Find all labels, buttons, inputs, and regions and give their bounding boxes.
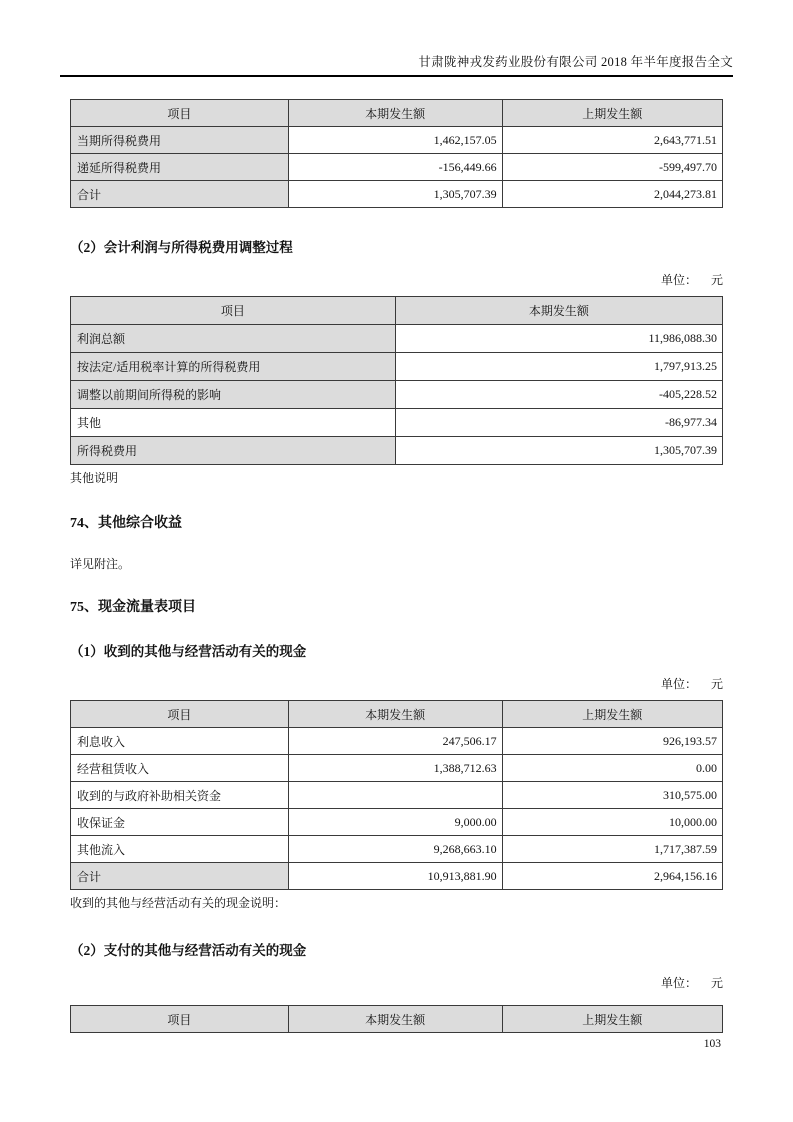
unit-label (70, 675, 723, 692)
cash-received-note: 收到的其他与经营活动有关的现金说明： (70, 896, 287, 910)
value-cell: -156,449.66 (288, 154, 502, 181)
table-row (71, 755, 723, 782)
row-label-cell: 按法定/适用税率计算的所得税费用 (71, 353, 396, 381)
column-header: 本期发生额 (288, 701, 502, 728)
row-label-cell: 合计 (71, 181, 289, 208)
report-title: 甘肃陇神戎发药业股份有限公司 2018 年半年度报告全文 (418, 55, 733, 69)
section-75-heading: 75、现金流量表项目 (70, 600, 196, 615)
value-cell: 1,388,712.63 (288, 755, 502, 782)
table-row (71, 325, 723, 353)
table-header-row (71, 100, 723, 127)
income-tax-expense-table (70, 99, 723, 208)
value-cell: 9,268,663.10 (288, 836, 502, 863)
table-header-row (71, 297, 723, 325)
column-header: 本期发生额 (288, 100, 502, 127)
row-label-cell: 收保证金 (71, 809, 289, 836)
value-cell: 1,305,707.39 (288, 181, 502, 208)
value-cell: 2,643,771.51 (502, 127, 722, 154)
column-header: 上期发生额 (502, 1006, 722, 1033)
value-cell: 926,193.57 (502, 728, 722, 755)
tax-adjustment-table (70, 296, 723, 465)
value-cell: 2,964,156.16 (502, 863, 722, 890)
row-label-cell: 利润总额 (71, 325, 396, 353)
value-cell: 247,506.17 (288, 728, 502, 755)
value-cell: 9,000.00 (288, 809, 502, 836)
value-cell: -599,497.70 (502, 154, 722, 181)
value-cell: 0.00 (502, 755, 722, 782)
table-row (71, 809, 723, 836)
unit-value: 元 (710, 273, 723, 287)
column-header: 项目 (71, 100, 289, 127)
table-row (71, 353, 723, 381)
table-row (71, 381, 723, 409)
section-74-body: 详见附注。 (70, 557, 131, 571)
table-row (71, 863, 723, 890)
column-header: 项目 (71, 297, 396, 325)
section-75-2-heading: （2）支付的其他与经营活动有关的现金 (70, 943, 307, 958)
document-header (60, 0, 733, 77)
value-cell: 2,044,273.81 (502, 181, 722, 208)
table-row (71, 127, 723, 154)
row-label-cell: 调整以前期间所得税的影响 (71, 381, 396, 409)
row-label-cell: 经营租赁收入 (71, 755, 289, 782)
value-cell: -86,977.34 (395, 409, 722, 437)
column-header: 上期发生额 (502, 701, 722, 728)
unit-prefix: 单位： (660, 273, 697, 287)
cash-paid-table (70, 1005, 723, 1033)
table-row (71, 728, 723, 755)
column-header: 项目 (71, 701, 289, 728)
row-label-cell: 利息收入 (71, 728, 289, 755)
row-label-cell: 合计 (71, 863, 289, 890)
column-header: 项目 (71, 1006, 289, 1033)
row-label-cell: 递延所得税费用 (71, 154, 289, 181)
table-row (71, 437, 723, 465)
cash-received-table (70, 700, 723, 890)
value-cell: 11,986,088.30 (395, 325, 722, 353)
table-row (71, 409, 723, 437)
table-row (71, 181, 723, 208)
table-header-row (71, 701, 723, 728)
unit-prefix: 单位： (660, 976, 697, 990)
value-cell: -405,228.52 (395, 381, 722, 409)
unit-label (70, 974, 723, 991)
unit-value: 元 (710, 677, 723, 691)
section-74-heading: 74、其他综合收益 (70, 516, 182, 531)
section-adjustment-heading: （2）会计利润与所得税费用调整过程 (70, 240, 293, 255)
column-header: 上期发生额 (502, 100, 722, 127)
row-label-cell: 所得税费用 (71, 437, 396, 465)
value-cell (288, 782, 502, 809)
other-note-text: 其他说明 (70, 471, 119, 485)
page-number: 103 (703, 1038, 721, 1050)
table-header-row (71, 1006, 723, 1033)
unit-label (70, 271, 723, 288)
value-cell: 10,000.00 (502, 809, 722, 836)
value-cell: 1,305,707.39 (395, 437, 722, 465)
value-cell: 1,462,157.05 (288, 127, 502, 154)
table-row (71, 836, 723, 863)
value-cell: 1,717,387.59 (502, 836, 722, 863)
table-row (71, 154, 723, 181)
row-label-cell: 当期所得税费用 (71, 127, 289, 154)
column-header: 本期发生额 (288, 1006, 502, 1033)
column-header: 本期发生额 (395, 297, 722, 325)
section-75-1-heading: （1）收到的其他与经营活动有关的现金 (70, 644, 307, 659)
page-content (70, 99, 723, 1033)
unit-value: 元 (710, 976, 723, 990)
value-cell: 310,575.00 (502, 782, 722, 809)
unit-prefix: 单位： (660, 677, 697, 691)
row-label-cell: 其他流入 (71, 836, 289, 863)
row-label-cell: 其他 (71, 409, 396, 437)
value-cell: 1,797,913.25 (395, 353, 722, 381)
row-label-cell: 收到的与政府补助相关资金 (71, 782, 289, 809)
table-row (71, 782, 723, 809)
value-cell: 10,913,881.90 (288, 863, 502, 890)
